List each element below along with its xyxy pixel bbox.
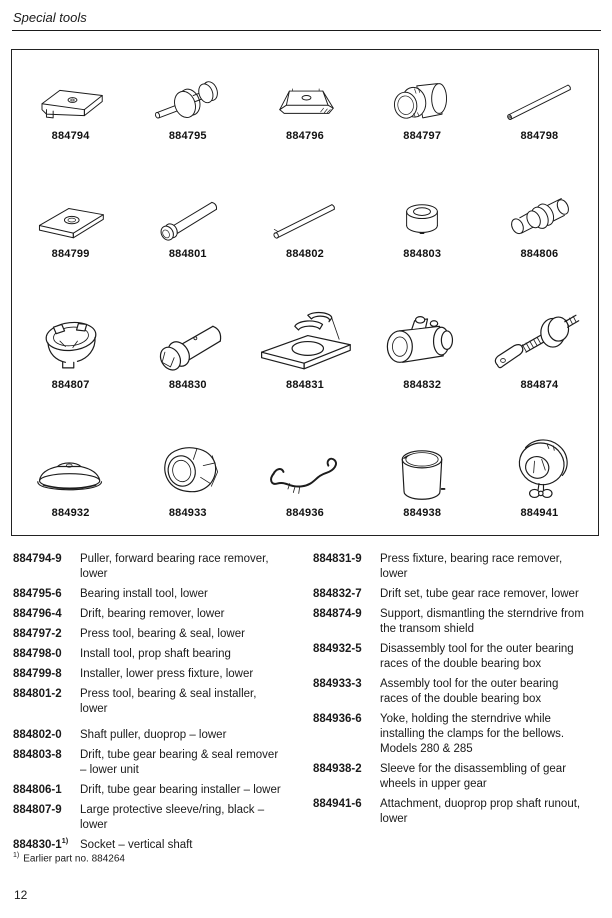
part-list-item xyxy=(313,712,600,757)
part-list-item xyxy=(13,728,300,743)
tool-label: 884830 xyxy=(168,379,207,391)
part-number: 884874-9 xyxy=(313,608,362,620)
tool-label: 884802 xyxy=(286,248,324,260)
tool-label: 884796 xyxy=(286,130,324,142)
footnote-marker: 1) xyxy=(13,852,20,859)
tool-cell-884796 xyxy=(246,55,363,145)
tool-cell-884801 xyxy=(129,145,246,263)
parts-list-left-column xyxy=(13,552,300,858)
parts-list-right-column xyxy=(313,552,600,858)
tool-cell-884936 xyxy=(246,394,363,522)
part-number: 884807-9 xyxy=(13,804,62,816)
tool-884797-press-tool-icon xyxy=(366,71,478,129)
part-list-item xyxy=(313,642,600,672)
tool-label: 884832 xyxy=(403,379,442,391)
tool-label: 884798 xyxy=(520,130,559,142)
part-description: Assembly tool for the outer bearing races of the double bearing box xyxy=(380,678,559,705)
tool-cell-884932 xyxy=(12,394,129,522)
tool-label: 884795 xyxy=(168,130,207,142)
tool-cell-884832 xyxy=(364,263,481,394)
part-description: Drift, tube gear bearing & seal remover – lower unit xyxy=(80,749,279,776)
tool-cell-884803 xyxy=(364,145,481,263)
part-number: 884798-0 xyxy=(13,648,62,660)
tool-cell-884830 xyxy=(129,263,246,394)
part-list-item xyxy=(13,627,300,642)
tool-884832-drift-set-icon xyxy=(366,306,478,378)
part-description: Drift set, tube gear race remover, lower xyxy=(380,588,579,600)
tool-884798-install-rod-icon xyxy=(483,71,595,129)
part-number: 884832-7 xyxy=(313,588,362,600)
part-list-item xyxy=(13,587,300,602)
tool-cell-884795 xyxy=(129,55,246,145)
part-list-item xyxy=(13,647,300,662)
tool-884830-socket-icon xyxy=(132,306,244,378)
tool-cell-884938 xyxy=(364,394,481,522)
part-description: Shaft puller, duoprop – lower xyxy=(80,729,227,741)
part-list-item xyxy=(13,607,300,622)
tool-884831-press-fixture-icon xyxy=(249,306,361,378)
part-number: 884794-9 xyxy=(13,553,62,565)
page-title: Special tools xyxy=(13,10,87,25)
part-list-item xyxy=(313,797,600,827)
part-list-item xyxy=(13,838,300,853)
tool-884796-drift-cover-icon xyxy=(249,71,361,129)
part-description: Support, dismantling the sterndrive from the transom shield xyxy=(380,608,584,635)
part-list-item xyxy=(13,783,300,798)
part-description: Drift, tube gear bearing installer – lower xyxy=(80,784,281,796)
special-tools-panel xyxy=(11,49,599,536)
part-number: 884831-9 xyxy=(313,553,362,565)
part-description: Sleeve for the disassembling of gear wheels in upper gear xyxy=(380,763,567,790)
tool-cell-884831 xyxy=(246,263,363,394)
part-number: 884796-4 xyxy=(13,608,62,620)
tool-label: 884801 xyxy=(168,248,207,260)
tool-label: 884806 xyxy=(520,248,559,260)
tool-884936-yoke-icon xyxy=(249,436,361,506)
tool-cell-884933 xyxy=(129,394,246,522)
part-description: Install tool, prop shaft bearing xyxy=(80,648,231,660)
part-list-item xyxy=(13,667,300,682)
part-list-item xyxy=(313,607,600,637)
part-number: 884938-2 xyxy=(313,763,362,775)
tool-label: 884807 xyxy=(51,379,90,391)
tool-label: 884803 xyxy=(403,248,442,260)
part-number-text: 884830-1 xyxy=(13,839,62,851)
part-number: 884936-6 xyxy=(313,713,362,725)
tool-884933-assembly-ring-icon xyxy=(132,436,244,506)
part-description: Press tool, bearing & seal installer, lower xyxy=(80,688,257,715)
tool-label: 884932 xyxy=(51,507,90,519)
tool-label: 884799 xyxy=(51,248,90,260)
tool-label: 884874 xyxy=(520,379,559,391)
part-description: Large protective sleeve/ring, black – lower xyxy=(80,804,265,831)
part-list-item xyxy=(313,587,600,602)
part-number: 884797-2 xyxy=(13,628,62,640)
tool-cell-884799 xyxy=(12,145,129,263)
tools-row-3 xyxy=(12,263,598,394)
tool-cell-884874 xyxy=(481,263,598,394)
header-rule xyxy=(12,30,601,31)
part-description: Puller, forward bearing race remover, lower xyxy=(80,553,269,580)
part-description: Press tool, bearing & seal, lower xyxy=(80,628,245,640)
tool-label: 884936 xyxy=(286,507,324,519)
tool-cell-884798 xyxy=(481,55,598,145)
part-description: Attachment, duoprop prop shaft runout, lower xyxy=(380,798,581,825)
tool-884938-gear-sleeve-icon xyxy=(366,436,478,506)
tool-884803-drift-ring-icon xyxy=(366,187,478,247)
part-number: 884806-1 xyxy=(13,784,62,796)
part-list-item xyxy=(313,677,600,707)
part-list-item xyxy=(13,552,300,582)
part-description: Yoke, holding the sterndrive while installing the clamps for the bellows. Models 280 & 285 xyxy=(380,713,565,755)
part-description: Socket – vertical shaft xyxy=(80,839,193,851)
tool-label: 884797 xyxy=(403,130,442,142)
footnote-marker-ref: 1) xyxy=(61,836,69,846)
tool-884932-disassembly-dome-icon xyxy=(15,436,127,506)
tools-row-4 xyxy=(12,394,598,522)
tool-label: 884933 xyxy=(168,507,207,519)
tools-row-2 xyxy=(12,145,598,263)
tool-884799-installer-plate-icon xyxy=(15,187,127,247)
part-number: 884933-3 xyxy=(313,678,362,690)
tool-cell-884806 xyxy=(481,145,598,263)
part-number: 884803-8 xyxy=(13,749,62,761)
tool-label: 884794 xyxy=(51,130,90,142)
tool-cell-884941 xyxy=(481,394,598,522)
part-description: Drift, bearing remover, lower xyxy=(80,608,225,620)
part-description: Disassembly tool for the outer bearing races of the double bearing box xyxy=(380,643,574,670)
footnote-text: Earlier part no. 884264 xyxy=(23,853,125,865)
part-number: 884801-2 xyxy=(13,688,62,700)
page-number: 12 xyxy=(14,888,28,902)
part-number: 884795-6 xyxy=(13,588,62,600)
tool-884801-press-rod-icon xyxy=(132,187,244,247)
part-description: Bearing install tool, lower xyxy=(80,588,208,600)
part-list-item xyxy=(13,748,300,778)
part-number: 884802-0 xyxy=(13,729,62,741)
parts-list xyxy=(13,552,601,858)
tool-884941-runout-attachment-icon xyxy=(483,436,595,506)
part-list-item xyxy=(313,762,600,792)
tool-884794-puller-plate-icon xyxy=(15,71,127,129)
part-description: Installer, lower press fixture, lower xyxy=(80,668,254,680)
tool-884807-protective-sleeve-icon xyxy=(15,306,127,378)
part-number: 884941-6 xyxy=(313,798,362,810)
part-list-item xyxy=(13,687,300,717)
tool-884806-stepped-drift-icon xyxy=(483,187,595,247)
tool-884802-puller-tube-icon xyxy=(249,187,361,247)
tool-cell-884807 xyxy=(12,263,129,394)
part-description: Press fixture, bearing race remover, lower xyxy=(380,553,563,580)
tool-label: 884941 xyxy=(520,507,559,519)
part-number: 884799-8 xyxy=(13,668,62,680)
footnote xyxy=(13,852,125,864)
tool-label: 884831 xyxy=(286,379,324,391)
tool-cell-884794 xyxy=(12,55,129,145)
tool-884795-bearing-install-icon xyxy=(132,71,244,129)
tool-label: 884938 xyxy=(403,507,442,519)
tool-cell-884797 xyxy=(364,55,481,145)
tool-cell-884802 xyxy=(246,145,363,263)
part-number: 884932-5 xyxy=(313,643,362,655)
tool-884874-support-icon xyxy=(483,306,595,378)
part-list-item xyxy=(13,803,300,833)
part-list-item xyxy=(313,552,600,582)
tools-row-1 xyxy=(12,55,598,145)
part-number xyxy=(13,838,80,853)
